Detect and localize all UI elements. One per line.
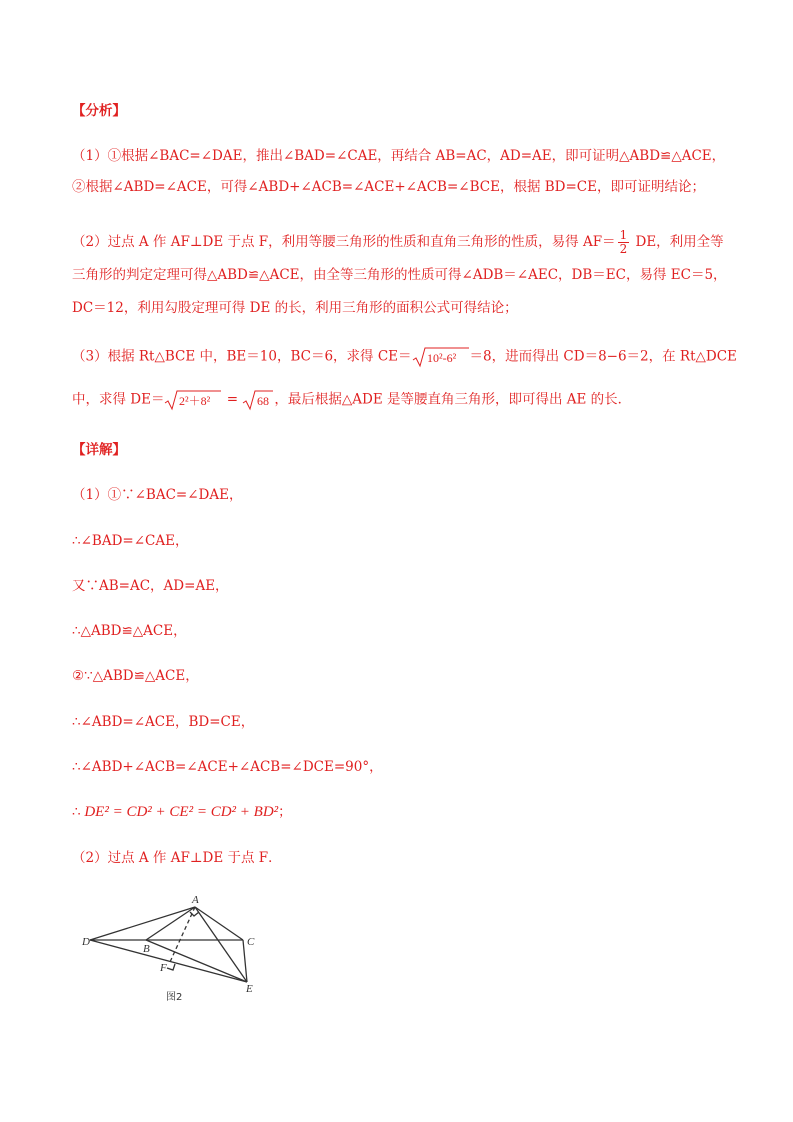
analysis-part2-line3: DC＝12，利用勾股定理可得 DE 的长，利用三角形的面积公式可得结论；: [72, 300, 518, 316]
point-label-F: F: [160, 962, 167, 974]
geometry-figure: [80, 892, 270, 1004]
fraction-numerator: 1: [619, 228, 628, 242]
radical-sign-icon: [412, 346, 470, 368]
sqrt-content: 10²-6²: [426, 351, 456, 365]
sqrt-content: 2²＋8²: [179, 394, 211, 408]
analysis-part1-line2: ②根据∠ABD=∠ACE，可得∠ABD+∠ACB=∠ACE+∠ACB=∠BCE，根据 BD=CE，即可证明结论；: [72, 179, 705, 195]
figure-caption: 图2: [166, 992, 183, 1003]
analysis-part2-line1: [72, 229, 724, 256]
analysis-heading: 【分析】: [72, 103, 126, 119]
therefore-symbol: ∴: [72, 804, 81, 820]
semicolon: ；: [278, 804, 292, 820]
detail-step4: ∴△ABD≌△ACE，: [72, 623, 187, 639]
detail-step5: ②∵△ABD≌△ACE，: [72, 668, 199, 684]
segment-DA: [90, 907, 195, 940]
sqrt-expression-68: [242, 389, 274, 411]
sqrt-content: 68: [257, 394, 270, 408]
point-label-D: D: [82, 936, 90, 948]
detail-step8: [72, 802, 292, 822]
sqrt-expression-de: [164, 389, 222, 411]
analysis-part3-text-d: ，最后根据△ADE 是等腰直角三角形，即可得出 AE 的长．: [274, 391, 632, 408]
analysis-part2-text-b: DE，利用全等: [631, 234, 724, 250]
analysis-part3-text-c: 中，求得 DE＝: [72, 391, 165, 408]
analysis-part3-text-a: （3）根据 Rt△BCE 中，BE＝10，BC＝6，求得 CE＝: [72, 348, 412, 365]
detail-step6: ∴∠ABD=∠ACE，BD=CE，: [72, 714, 255, 730]
detail-heading: 【详解】: [72, 442, 126, 458]
detail-step7: ∴∠ABD+∠ACB=∠ACE+∠ACB=∠DCE=90°，: [72, 759, 383, 775]
point-label-B: B: [143, 943, 150, 955]
right-angle-mark-F: [167, 964, 175, 970]
segment-AC: [195, 907, 243, 940]
radical-sign-icon: [242, 389, 274, 411]
detail-step3: 又∵AB=AC，AD=AE，: [72, 578, 229, 594]
analysis-part3-line1: [72, 346, 737, 368]
analysis-part1-line1: （1）①根据∠BAC=∠DAE，推出∠BAD=∠CAE，再结合 AB=AC，AD=AE，即可证明△ABD≌△ACE，: [72, 148, 726, 164]
analysis-part3-text-b: ＝8，进而得出 CD＝8−6＝2，在 Rt△DCE: [469, 348, 737, 365]
analysis-part2-line2: 三角形的判定定理可得△ABD≌△ACE，由全等三角形的性质可得∠ADB＝∠AEC，DB＝EC，易得 EC＝5，: [72, 267, 727, 283]
equals-sign: =: [222, 391, 243, 408]
segment-DE: [90, 940, 247, 982]
point-label-E: E: [246, 983, 253, 995]
radical-sign-icon: [164, 389, 222, 411]
detail-step2: ∴∠BAD=∠CAE，: [72, 533, 189, 549]
fraction-denominator: 2: [619, 242, 628, 256]
sqrt-expression-ce: [412, 346, 470, 368]
point-label-C: C: [247, 936, 255, 948]
analysis-part3-line2: [72, 389, 631, 411]
detail-step9: （2）过点 A 作 AF⊥DE 于点 F．: [72, 850, 282, 866]
point-label-A: A: [192, 894, 199, 906]
pythagorean-formula: DE² = CD² + CE² = CD² + BD²: [80, 804, 279, 820]
segment-AB: [146, 907, 195, 940]
detail-step1: （1）①∵∠BAC=∠DAE，: [72, 487, 243, 503]
analysis-part2-text-a: （2）过点 A 作 AF⊥DE 于点 F，利用等腰三角形的性质和直角三角形的性质，易得 AF＝: [72, 234, 616, 250]
fraction-half: [618, 229, 630, 256]
